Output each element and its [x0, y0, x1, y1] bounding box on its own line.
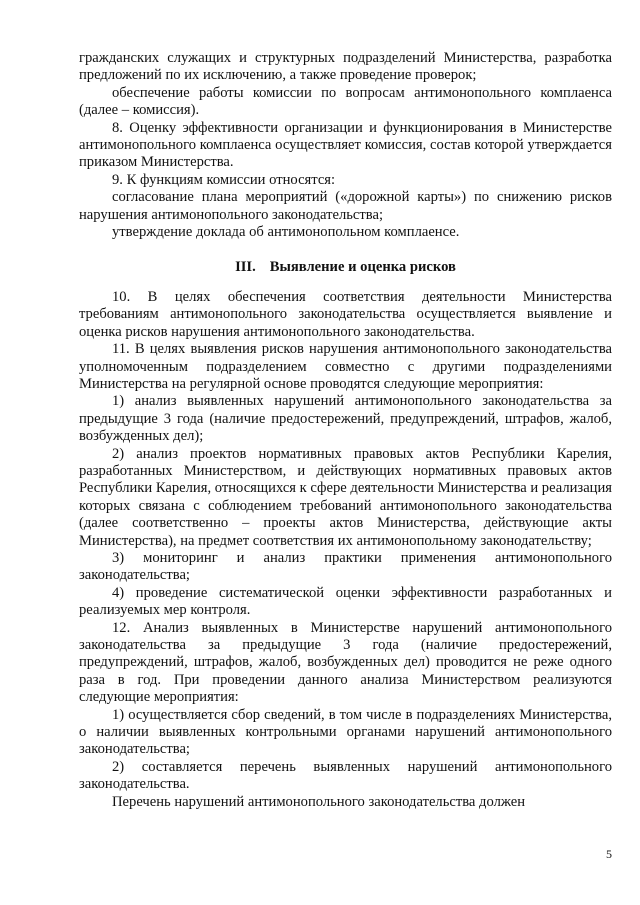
paragraph: 1) осуществляется сбор сведений, в том числе в подразделениях Министерства, о наличии выявленных контрольными органами нарушений антимонопольного законодательства; [79, 706, 612, 758]
paragraph: 8. Оценку эффективности организации и функционирования в Министерстве антимонопольного комплаенса осуществляет комиссия, состав которой утверждается приказом Министерства. [79, 119, 612, 171]
page-number: 5 [606, 847, 612, 861]
section-number: III. [235, 259, 256, 276]
paragraph: 2) составляется перечень выявленных нарушений антимонопольного законодательства. [79, 758, 612, 793]
text-block-top [79, 50, 612, 241]
paragraph: утверждение доклада об антимонопольном комплаенсе. [112, 224, 460, 241]
paragraph: 2) анализ проектов нормативных правовых актов Республики Карелия, разработанных Министерством, и действующих нормативных правовых актов Республики Карелия, относящихся к сфере деятельности Министерства и реализация которых связана с соблюдением требований антимонопольного законодательства (далее соответственно – проекты актов Министерства, действующие акты Министерства), на предмет соответствия их антимонопольному законодательству; [79, 445, 612, 549]
paragraph: 9. К функциям комиссии относятся: [112, 171, 336, 188]
paragraph: обеспечение работы комиссии по вопросам антимонопольного комплаенса (далее – комиссия). [79, 84, 612, 119]
paragraph: 4) проведение систематической оценки эффективности разработанных и реализуемых мер контроля. [79, 584, 612, 619]
paragraph: гражданских служащих и структурных подразделений Министерства, разработка предложений по их исключению, а также проведение проверок; [79, 50, 612, 84]
paragraph: 11. В целях выявления рисков нарушения антимонопольного законодательства уполномоченным подразделением совместно с другими подразделениями Министерства на регулярной основе проводятся следующие мероприятия: [79, 341, 612, 392]
paragraph: согласование плана мероприятий («дорожной карты») по снижению рисков нарушения антимонопольного законодательства; [79, 189, 612, 223]
text-block-bottom [79, 289, 612, 811]
paragraph: Перечень нарушений антимонопольного законодательства должен [112, 793, 526, 810]
section-title: Выявление и оценка рисков [269, 259, 456, 276]
section-heading [79, 259, 612, 276]
paragraph: 3) мониторинг и анализ практики применения антимонопольного законодательства; [79, 549, 612, 584]
paragraph: 12. Анализ выявленных в Министерстве нарушений антимонопольного законодательства за предыдущие 3 года (наличие предостережений, предупреждений, штрафов, жалоб, возбужденных дел) проводится не реже одного раза в год. При проведении данного анализа Министерством реализуются следующие мероприятия: [79, 619, 612, 706]
paragraph: 1) анализ выявленных нарушений антимонопольного законодательства за предыдущие 3 года (наличие предостережений, предупреждений, штрафов, жалоб, возбужденных дел); [79, 393, 612, 445]
paragraph: 10. В целях обеспечения соответствия деятельности Министерства требованиям антимонопольного законодательства осуществляется выявление и оценка рисков нарушения антимонопольного законодательства. [79, 288, 612, 340]
